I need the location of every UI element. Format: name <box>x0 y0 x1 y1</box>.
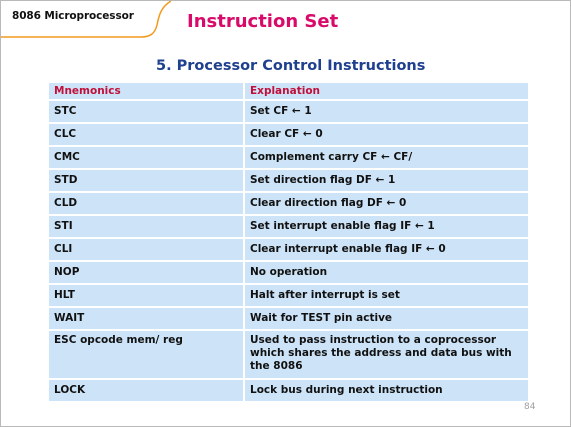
explanation-cell: Used to pass instruction to a coprocessor which shares the address and data bus with the 8086 <box>245 331 528 378</box>
mnemonic-cell: WAIT <box>49 308 243 329</box>
explanation-cell: Set direction flag DF ← 1 <box>245 170 528 191</box>
explanation-cell: Wait for TEST pin active <box>245 308 528 329</box>
explanation-cell: Lock bus during next instruction <box>245 380 528 401</box>
table-row <box>49 331 528 378</box>
mnemonic-cell: STI <box>49 216 243 237</box>
explanation-cell: Set CF ← 1 <box>245 101 528 122</box>
table-row <box>49 193 528 214</box>
mnemonic-cell: NOP <box>49 262 243 283</box>
mnemonic-cell: ESC opcode mem/ reg <box>49 331 243 378</box>
explanation-cell: Set interrupt enable flag IF ← 1 <box>245 216 528 237</box>
course-title: 8086 Microprocessor <box>12 10 134 22</box>
explanation-cell: Clear interrupt enable flag IF ← 0 <box>245 239 528 260</box>
slide-title: Instruction Set <box>187 11 339 32</box>
table-row <box>49 239 528 260</box>
mnemonic-cell: CLC <box>49 124 243 145</box>
table-row <box>49 170 528 191</box>
mnemonic-cell: CLD <box>49 193 243 214</box>
explanation-cell: Clear CF ← 0 <box>245 124 528 145</box>
table-row <box>49 308 528 329</box>
table-header-row <box>49 83 528 99</box>
mnemonic-cell: STD <box>49 170 243 191</box>
page-number: 84 <box>524 402 536 412</box>
table-row <box>49 262 528 283</box>
table-row <box>49 285 528 306</box>
explanation-cell: No operation <box>245 262 528 283</box>
column-header-explanation: Explanation <box>245 83 528 99</box>
mnemonic-cell: LOCK <box>49 380 243 401</box>
explanation-cell: Clear direction flag DF ← 0 <box>245 193 528 214</box>
explanation-cell: Complement carry CF ← CF/ <box>245 147 528 168</box>
table-row <box>49 147 528 168</box>
table-row <box>49 124 528 145</box>
mnemonic-cell: STC <box>49 101 243 122</box>
mnemonic-cell: HLT <box>49 285 243 306</box>
table-row <box>49 216 528 237</box>
column-header-mnemonics: Mnemonics <box>49 83 243 99</box>
table-row <box>49 380 528 401</box>
section-heading: 5. Processor Control Instructions <box>156 58 426 74</box>
instruction-table <box>47 81 530 403</box>
mnemonic-cell: CMC <box>49 147 243 168</box>
explanation-cell: Halt after interrupt is set <box>245 285 528 306</box>
table-row <box>49 101 528 122</box>
mnemonic-cell: CLI <box>49 239 243 260</box>
